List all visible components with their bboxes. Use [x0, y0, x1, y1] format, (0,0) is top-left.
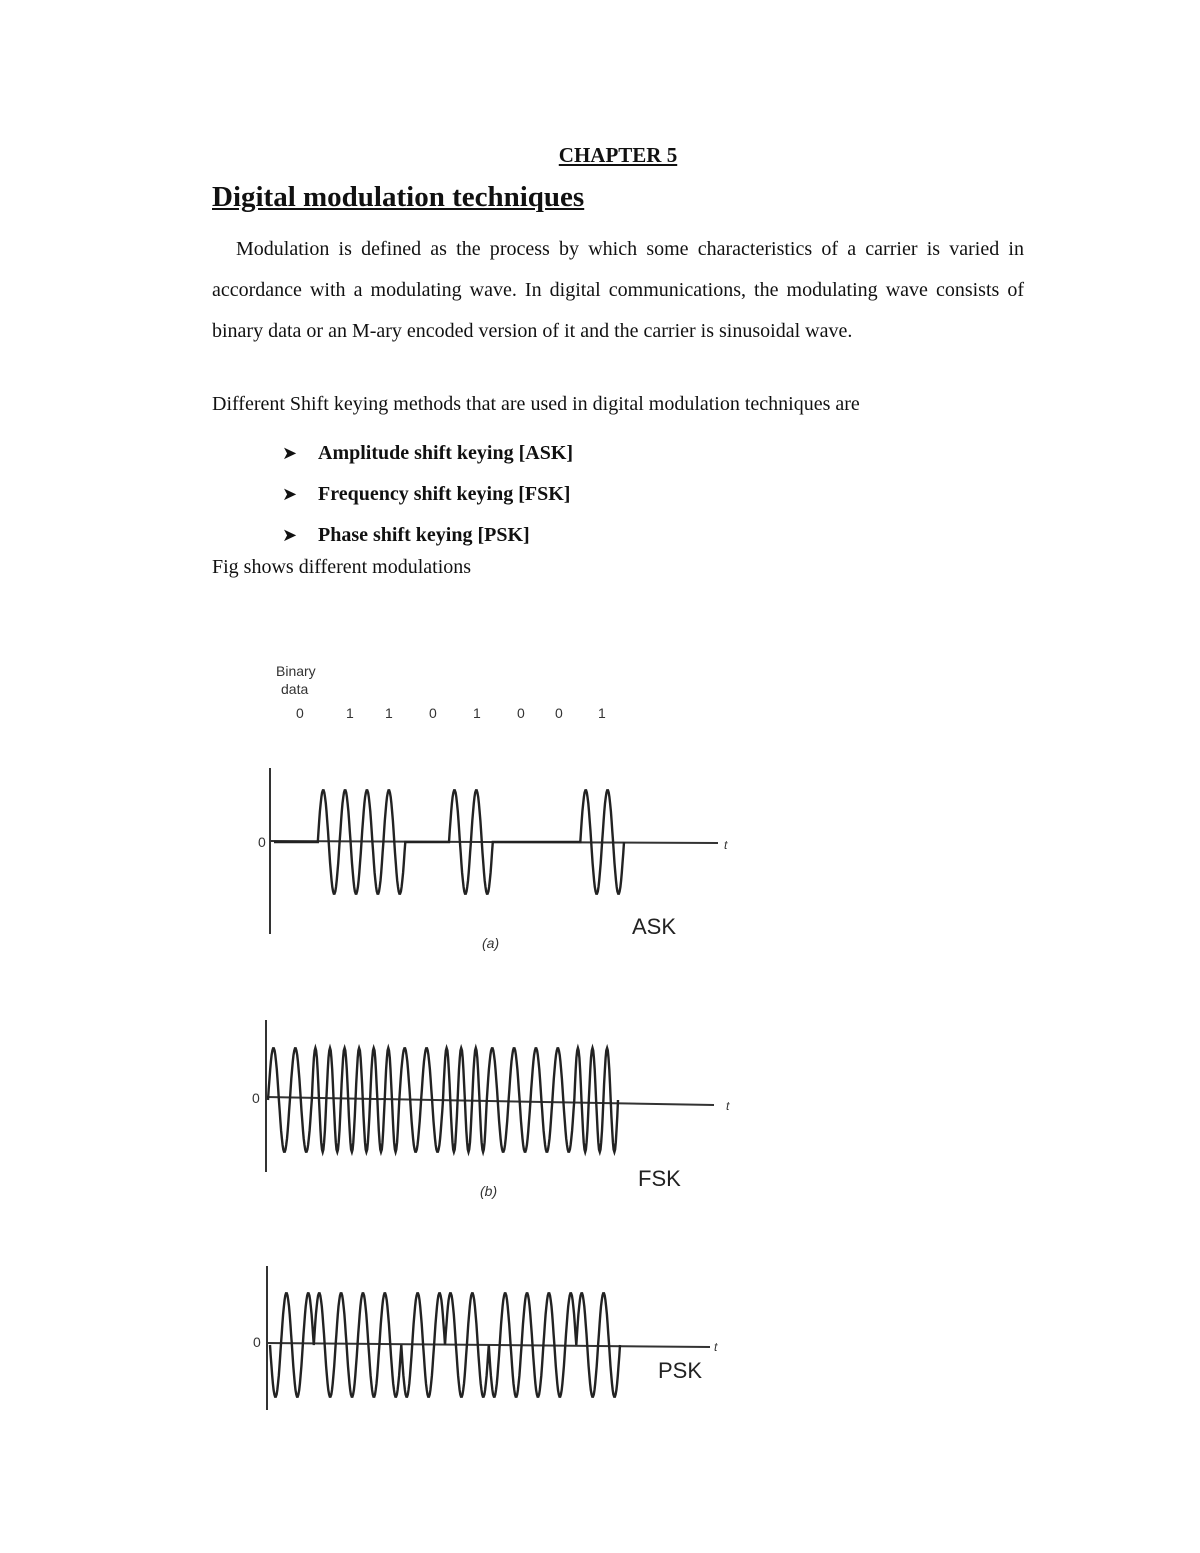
fsk-sublabel: (b) [480, 1183, 498, 1199]
ask-label: ASK [632, 914, 677, 939]
binary-bit: 0 [517, 705, 525, 721]
intro-sentence: Different Shift keying methods that are used in digital modulation techniques are [212, 393, 860, 415]
psk-zero-label: 0 [253, 1334, 261, 1350]
chapter-heading: CHAPTER 5 [558, 143, 678, 167]
binary-bit: 1 [598, 705, 606, 721]
ask-panel [258, 768, 728, 951]
list-item [282, 515, 573, 556]
psk-label: PSK [658, 1358, 703, 1383]
binary-label-line2: data [281, 681, 309, 697]
psk-t-label: t [714, 1340, 718, 1354]
binary-bits [296, 705, 606, 721]
fsk-label: FSK [638, 1166, 681, 1191]
figure-caption: Fig shows different modulations [212, 556, 472, 578]
psk-panel [253, 1266, 718, 1410]
binary-bit: 1 [346, 705, 354, 721]
binary-bit: 1 [473, 705, 481, 721]
list-item-label: Frequency shift keying [FSK] [318, 483, 571, 505]
ask-sublabel: (a) [482, 935, 500, 951]
modulation-list [282, 433, 573, 556]
list-item [282, 433, 573, 474]
fsk-waveform [268, 1048, 618, 1152]
ask-zero-label: 0 [258, 834, 266, 850]
binary-bit: 0 [429, 705, 437, 721]
binary-bit: 0 [296, 705, 304, 721]
binary-label-line1: Binary [276, 663, 316, 679]
arrowhead-icon: ➤ [282, 484, 298, 505]
ask-t-label: t [724, 838, 728, 852]
modulation-figure [230, 640, 760, 1430]
binary-bit: 0 [555, 705, 563, 721]
arrowhead-icon: ➤ [282, 443, 298, 464]
arrowhead-icon: ➤ [282, 525, 298, 546]
list-item-label: Amplitude shift keying [ASK] [318, 442, 574, 464]
binary-bit: 1 [385, 705, 393, 721]
fsk-t-label: t [726, 1099, 730, 1113]
body-paragraph: Modulation is defined as the process by which some characteristics of a carrier is varied in accordance with a modulating wave. In digital communications, the modulating wave consists of binary data or an M-ary encoded version of it and the carrier is sinusoidal wave. [212, 238, 1024, 342]
list-item-label: Phase shift keying [PSK] [318, 524, 530, 546]
list-item [282, 474, 573, 515]
fsk-zero-label: 0 [252, 1090, 260, 1106]
fsk-panel [252, 1020, 730, 1199]
page-title: Digital modulation techniques [212, 181, 585, 213]
